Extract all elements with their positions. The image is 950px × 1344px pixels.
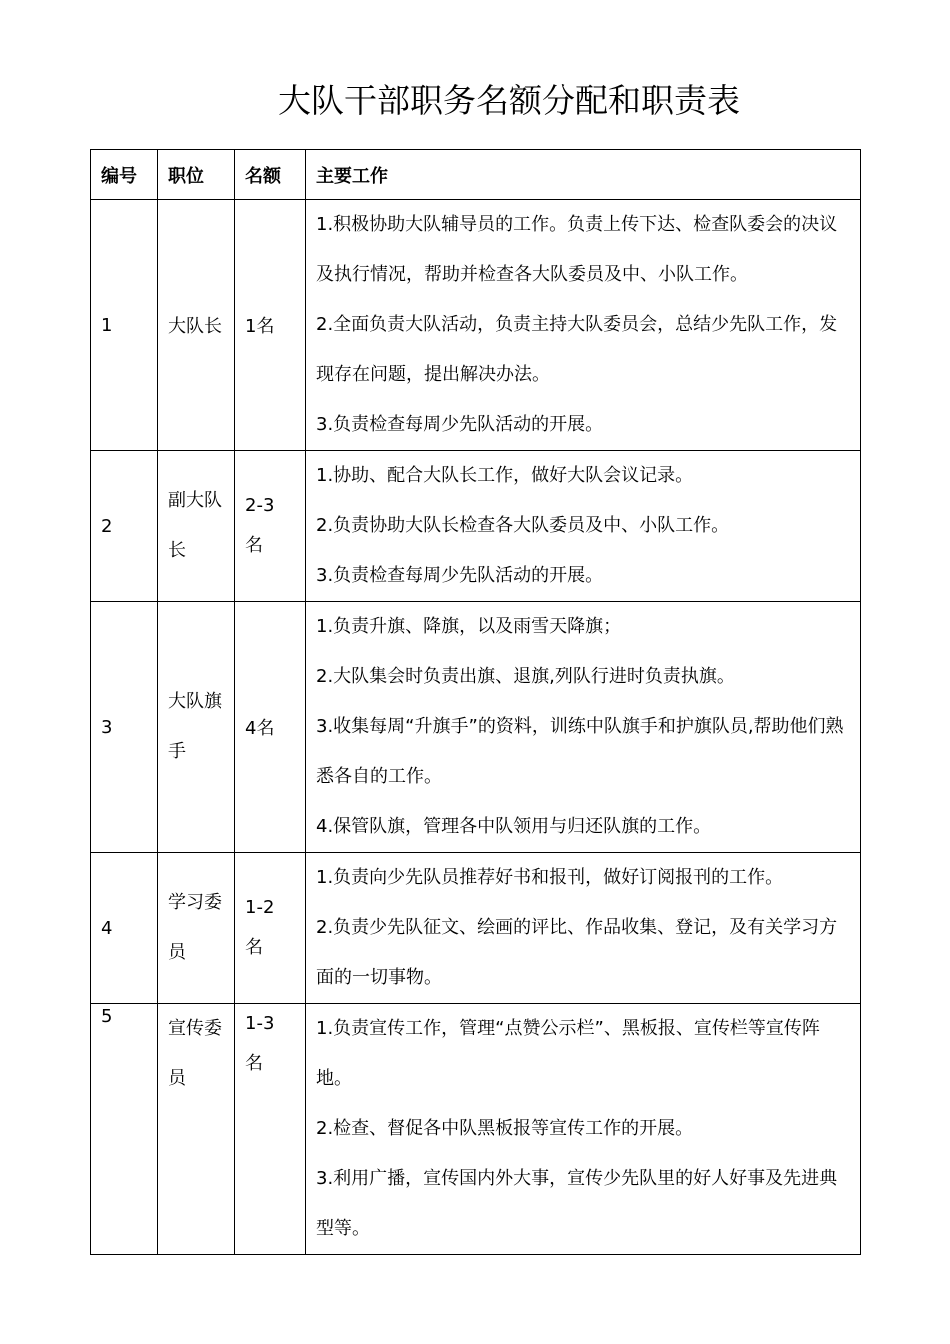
position-text: 学习委员 [168,892,222,963]
table-row [91,853,861,1004]
position-text: 宣传委员 [168,1018,222,1089]
table-row [91,451,861,602]
duty-item: 2.负责少先队征文、绘画的评比、作品收集、登记，及有关学习方面的一切事物。 [316,917,838,988]
duty-item: 2.负责协助大队长检查各大队委员及中、小队工作。 [316,515,730,536]
row-position [158,451,235,602]
row-no: 3 [91,602,158,853]
duty-item: 1.负责向少先队员推荐好书和报刊，做好订阅报刊的工作。 [316,867,784,888]
duty-item: 2.大队集会时负责出旗、退旗,列队行进时负责执旗。 [316,666,735,687]
row-position [158,602,235,853]
duty-item: 2.检查、督促各中队黑板报等宣传工作的开展。 [316,1118,694,1139]
row-no: 2 [91,451,158,602]
quota-text: 1-2名 [245,897,275,958]
quota-text: 2-3名 [245,495,275,556]
row-duties [306,853,861,1004]
row-no: 1 [91,200,158,451]
duty-item: 2.全面负责大队活动，负责主持大队委员会，总结少先队工作，发现存在问题，提出解决办法。 [316,314,838,385]
duty-item: 1.协助、配合大队长工作，做好大队会议记录。 [316,465,694,486]
header-duties: 主要工作 [306,150,861,200]
row-duties [306,1004,861,1255]
row-duties [306,200,861,451]
duty-table [90,149,861,1255]
duty-item: 1.积极协助大队辅导员的工作。负责上传下达、检查队委会的决议及执行情况，帮助并检查各大队委员及中、小队工作。 [316,214,838,285]
row-position [158,1004,235,1255]
duty-item: 3.负责检查每周少先队活动的开展。 [316,414,604,435]
header-position: 职位 [158,150,235,200]
position-text: 副大队长 [168,490,222,561]
table-row [91,602,861,853]
duty-item: 1.负责升旗、降旗，以及雨雪天降旗； [316,616,622,637]
page-title: 大队干部职务名额分配和职责表 [278,81,740,120]
table-row [91,1004,861,1255]
row-position [158,853,235,1004]
row-duties [306,451,861,602]
header-no: 编号 [91,150,158,200]
no-text: 5 [101,1006,113,1027]
row-quota [235,1004,306,1255]
duty-item: 3.收集每周“升旗手”的资料，训练中队旗手和护旗队员,帮助他们熟悉各自的工作。 [316,716,844,787]
row-quota [235,853,306,1004]
row-position: 大队长 [158,200,235,451]
row-duties [306,602,861,853]
duty-item: 4.保管队旗，管理各中队领用与归还队旗的工作。 [316,816,712,837]
header-quota: 名额 [235,150,306,200]
quota-text: 1-3名 [245,1013,275,1074]
duty-item: 1.负责宣传工作，管理“点赞公示栏”、黑板报、宣传栏等宣传阵地。 [316,1018,820,1089]
row-no [91,1004,158,1255]
row-quota [235,451,306,602]
position-text: 大队旗手 [168,691,222,762]
duty-item: 3.利用广播，宣传国内外大事，宣传少先队里的好人好事及先进典型等。 [316,1168,838,1239]
table-row [91,200,861,451]
table-header-row [91,150,861,200]
row-no: 4 [91,853,158,1004]
row-quota: 1名 [235,200,306,451]
row-quota: 4名 [235,602,306,853]
duty-item: 3.负责检查每周少先队活动的开展。 [316,565,604,586]
